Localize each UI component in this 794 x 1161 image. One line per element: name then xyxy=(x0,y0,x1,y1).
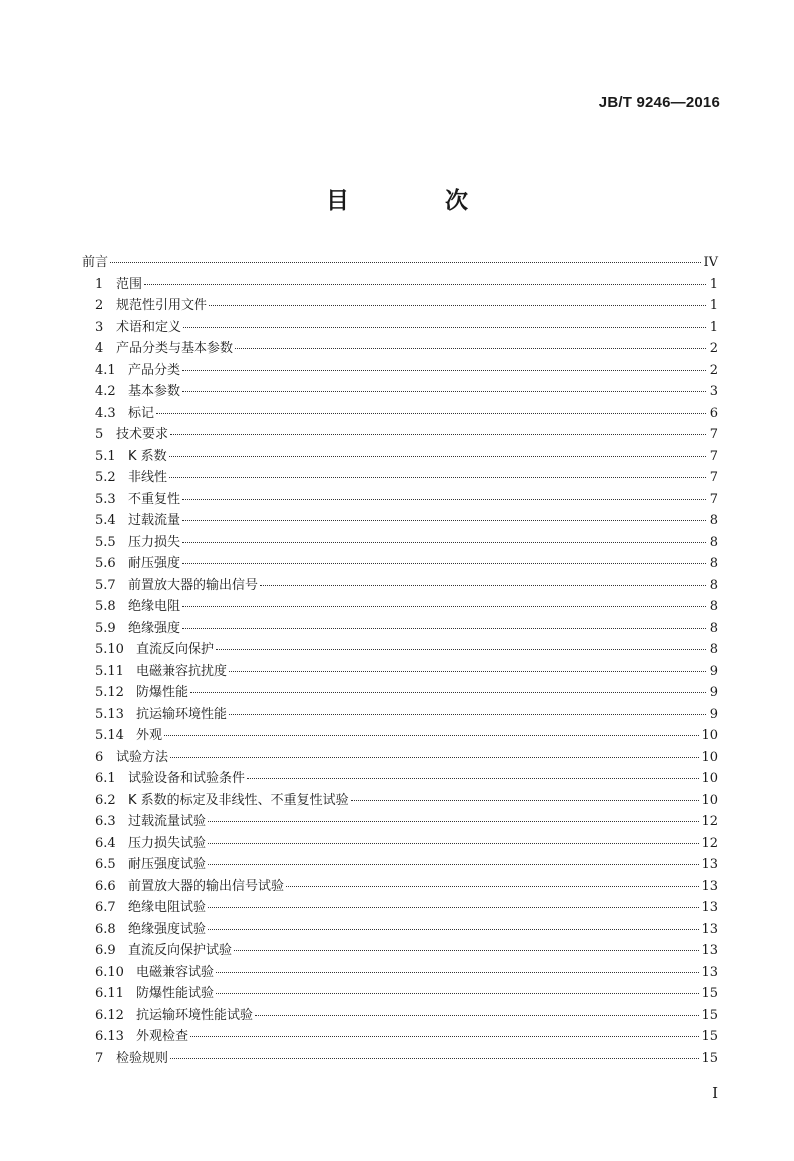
toc-entry[interactable] xyxy=(82,532,718,554)
toc-dot-leader xyxy=(209,305,706,306)
toc-entry-title: 绝缘强度试验 xyxy=(128,921,207,937)
toc-entry-title: 标记 xyxy=(128,405,155,421)
toc-entry-number: 5.13 xyxy=(95,706,124,722)
toc-entry-page: 10 xyxy=(701,792,718,808)
toc-dot-leader xyxy=(182,370,706,371)
toc-dot-leader xyxy=(234,950,699,951)
toc-dot-leader xyxy=(182,391,706,392)
toc-entry[interactable] xyxy=(82,274,718,296)
toc-entry-number: 3 xyxy=(95,319,104,335)
toc-entry[interactable] xyxy=(82,1048,718,1070)
toc-entry-title: 过载流量 xyxy=(128,513,181,528)
toc-entry-number: 7 xyxy=(95,1050,104,1066)
toc-entry-page: 1 xyxy=(709,319,718,335)
toc-entry-number: 6.3 xyxy=(95,814,116,829)
toc-entry-number: 5.1 xyxy=(95,448,116,464)
toc-entry-title: 前置放大器的输出信号试验 xyxy=(128,878,285,894)
toc-dot-leader xyxy=(182,520,706,521)
toc-entry-page: 8 xyxy=(709,599,718,614)
toc-entry[interactable] xyxy=(82,704,718,726)
toc-entry-title: 绝缘电阻 xyxy=(128,599,181,614)
toc-dot-leader xyxy=(286,886,699,887)
toc-dot-leader xyxy=(208,843,699,844)
toc-entry[interactable] xyxy=(82,919,718,941)
toc-entry[interactable] xyxy=(82,446,718,468)
toc-entry-title: 绝缘强度 xyxy=(128,620,181,636)
toc-entry-number: 6.2 xyxy=(95,792,116,808)
toc-entry-number: 5.8 xyxy=(95,599,116,614)
toc-entry-number: 5.12 xyxy=(95,685,124,700)
document-code: JB/T 9246—2016 xyxy=(598,94,720,111)
toc-entry-title: 直流反向保护 xyxy=(136,642,215,657)
toc-entry-page: 7 xyxy=(709,448,718,464)
toc-entry-title: 试验设备和试验条件 xyxy=(128,771,246,786)
toc-entry-page: 13 xyxy=(701,878,718,894)
toc-entry-title: 试验方法 xyxy=(116,749,169,765)
toc-entry-title: 前言 xyxy=(82,255,109,270)
toc-entry-title: 产品分类 xyxy=(128,362,181,378)
toc-entry-page: 12 xyxy=(701,835,718,851)
toc-entry-number: 5.4 xyxy=(95,513,116,528)
toc-dot-leader xyxy=(216,972,699,973)
toc-entry-page: 9 xyxy=(709,663,718,679)
toc-entry-number: 6.6 xyxy=(95,878,116,894)
toc-entry-page: 3 xyxy=(709,384,718,399)
toc-entry-title: 绝缘电阻试验 xyxy=(128,900,207,915)
toc-entry-page: 12 xyxy=(701,814,718,829)
toc-entry[interactable] xyxy=(82,553,718,575)
toc-entry[interactable] xyxy=(82,639,718,661)
toc-entry[interactable] xyxy=(82,811,718,833)
toc-entry-title: 电磁兼容抗扰度 xyxy=(136,663,228,679)
toc-entry[interactable] xyxy=(82,1005,718,1027)
toc-entry-title: 规范性引用文件 xyxy=(116,298,208,313)
toc-dot-leader xyxy=(208,864,699,865)
toc-entry-page: 2 xyxy=(709,362,718,378)
toc-dot-leader xyxy=(351,800,700,801)
toc-entry-page: 15 xyxy=(701,1007,718,1023)
toc-entry[interactable] xyxy=(82,876,718,898)
toc-entry-title: 过载流量试验 xyxy=(128,814,207,829)
toc-entry-number: 6.12 xyxy=(95,1007,124,1023)
toc-entry-page: 10 xyxy=(701,771,718,786)
toc-entry-page: 8 xyxy=(709,534,718,550)
toc-dot-leader xyxy=(190,692,706,693)
toc-entry-title: 不重复性 xyxy=(128,491,181,507)
toc-entry-page: 1 xyxy=(709,298,718,313)
toc-entry-page: 1 xyxy=(709,276,718,292)
toc-dot-leader xyxy=(190,1036,699,1037)
toc-entry[interactable] xyxy=(82,381,718,403)
toc-entry-number: 1 xyxy=(95,276,104,292)
toc-entry[interactable] xyxy=(82,940,718,962)
toc-entry-number: 4.3 xyxy=(95,405,116,421)
toc-entry-number: 4.1 xyxy=(95,362,116,378)
toc-entry-number: 6.7 xyxy=(95,900,116,915)
toc-entry-page: 7 xyxy=(709,427,718,442)
toc-entry-page: 13 xyxy=(701,921,718,937)
toc-entry-title: 检验规则 xyxy=(116,1050,169,1066)
toc-entry[interactable] xyxy=(82,661,718,683)
toc-dot-leader xyxy=(208,821,699,822)
toc-entry-title: 压力损失试验 xyxy=(128,835,207,851)
toc-entry-number: 4 xyxy=(95,341,104,356)
toc-entry-page: 8 xyxy=(709,577,718,593)
toc-entry-title: 技术要求 xyxy=(116,427,169,442)
toc-entry-title: 耐压强度 xyxy=(128,556,181,571)
toc-entry-page: 9 xyxy=(709,706,718,722)
toc-entry[interactable] xyxy=(82,295,718,317)
toc-entry-title: 外观检查 xyxy=(136,1029,189,1044)
toc-entry-number: 6.10 xyxy=(95,964,124,980)
toc-entry[interactable] xyxy=(82,962,718,984)
toc-entry[interactable] xyxy=(82,682,718,704)
toc-entry-title: 防爆性能试验 xyxy=(136,986,215,1001)
toc-entry-number: 5 xyxy=(95,427,104,442)
toc-entry-number: 5.10 xyxy=(95,642,124,657)
toc-dot-leader xyxy=(182,628,706,629)
toc-entry-page: IV xyxy=(703,255,718,270)
toc-dot-leader xyxy=(182,499,706,500)
toc-entry-page: 15 xyxy=(701,1050,718,1066)
toc-entry[interactable] xyxy=(82,897,718,919)
toc-entry-title: 电磁兼容试验 xyxy=(136,964,215,980)
toc-dot-leader xyxy=(229,714,706,715)
toc-entry-page: 10 xyxy=(701,749,718,765)
toc-entry-page: 8 xyxy=(709,513,718,528)
toc-entry-number: 6.4 xyxy=(95,835,116,851)
toc-entry[interactable] xyxy=(82,403,718,425)
toc-entry-title: 前置放大器的输出信号 xyxy=(128,577,259,593)
toc-entry-number: 5.3 xyxy=(95,491,116,507)
toc-entry-page: 13 xyxy=(701,943,718,958)
toc-dot-leader xyxy=(182,606,706,607)
toc-entry-number: 6.11 xyxy=(95,986,124,1001)
toc-entry-page: 7 xyxy=(709,491,718,507)
toc-dot-leader xyxy=(164,735,699,736)
toc-dot-leader xyxy=(170,757,699,758)
toc-entry-number: 5.9 xyxy=(95,620,116,636)
toc-entry-page: 9 xyxy=(709,685,718,700)
toc-entry-number: 5.5 xyxy=(95,534,116,550)
toc-entry[interactable] xyxy=(82,575,718,597)
toc-entry-title: 非线性 xyxy=(128,470,168,485)
toc-dot-leader xyxy=(182,563,706,564)
toc-entry[interactable] xyxy=(82,338,718,360)
toc-entry-page: 8 xyxy=(709,620,718,636)
toc-dot-leader xyxy=(110,262,701,263)
toc-entry-title: 范围 xyxy=(116,276,143,292)
toc-dot-leader xyxy=(247,778,699,779)
toc-dot-leader xyxy=(170,434,706,435)
toc-entry[interactable] xyxy=(82,596,718,618)
toc-entry-title: 耐压强度试验 xyxy=(128,857,207,872)
toc-entry[interactable] xyxy=(82,983,718,1005)
toc-dot-leader xyxy=(183,327,706,328)
toc-entry-number: 6.9 xyxy=(95,943,116,958)
toc-entry-title: 产品分类与基本参数 xyxy=(116,341,234,356)
toc-entry-page: 2 xyxy=(709,341,718,356)
toc-entry-number: 5.11 xyxy=(95,663,124,679)
page-title: 目 次 xyxy=(325,188,512,214)
toc-entry-number: 2 xyxy=(95,298,104,313)
toc-entry[interactable] xyxy=(82,252,718,274)
toc-entry-title: 直流反向保护试验 xyxy=(128,943,233,958)
toc-entry[interactable] xyxy=(82,424,718,446)
toc-entry[interactable] xyxy=(82,467,718,489)
toc-entry[interactable] xyxy=(82,618,718,640)
toc-entry-page: 8 xyxy=(709,556,718,571)
toc-entry-title: 外观 xyxy=(136,728,163,743)
toc-entry-number: 5.14 xyxy=(95,728,124,743)
toc-entry[interactable] xyxy=(82,833,718,855)
toc-dot-leader xyxy=(182,542,706,543)
toc-entry-number: 6.5 xyxy=(95,857,116,872)
toc-entry[interactable] xyxy=(82,747,718,769)
toc-entry[interactable] xyxy=(82,489,718,511)
toc-dot-leader xyxy=(144,284,706,285)
toc-entry-page: 10 xyxy=(701,728,718,743)
toc-dot-leader xyxy=(229,671,706,672)
page-number: I xyxy=(712,1084,718,1102)
table-of-contents xyxy=(82,252,718,1069)
toc-entry-page: 8 xyxy=(709,642,718,657)
toc-entry-title: 基本参数 xyxy=(128,384,181,399)
toc-entry-title: 防爆性能 xyxy=(136,685,189,700)
toc-entry-number: 6.13 xyxy=(95,1029,124,1044)
toc-dot-leader xyxy=(216,993,699,994)
toc-entry-page: 6 xyxy=(709,405,718,421)
toc-dot-leader xyxy=(169,456,706,457)
toc-dot-leader xyxy=(235,348,706,349)
toc-dot-leader xyxy=(208,907,699,908)
toc-dot-leader xyxy=(260,585,706,586)
toc-entry-number: 6.1 xyxy=(95,771,116,786)
toc-entry-title: K 系数 xyxy=(128,448,167,464)
toc-entry-title: 抗运输环境性能试验 xyxy=(136,1007,254,1023)
toc-dot-leader xyxy=(208,929,699,930)
toc-entry-number: 6.8 xyxy=(95,921,116,937)
toc-entry-number: 5.7 xyxy=(95,577,116,593)
toc-entry[interactable] xyxy=(82,790,718,812)
toc-entry[interactable] xyxy=(82,768,718,790)
toc-entry-page: 13 xyxy=(701,857,718,872)
toc-entry[interactable] xyxy=(82,360,718,382)
toc-dot-leader xyxy=(216,649,706,650)
toc-entry[interactable] xyxy=(82,1026,718,1048)
toc-entry-page: 15 xyxy=(701,986,718,1001)
toc-dot-leader xyxy=(169,477,706,478)
toc-entry[interactable] xyxy=(82,510,718,532)
toc-dot-leader xyxy=(170,1058,699,1059)
toc-dot-leader xyxy=(156,413,706,414)
toc-entry-number: 5.6 xyxy=(95,556,116,571)
toc-entry-page: 15 xyxy=(701,1029,718,1044)
toc-entry-title: K 系数的标定及非线性、不重复性试验 xyxy=(128,792,349,808)
toc-entry-page: 13 xyxy=(701,900,718,915)
toc-entry-number: 5.2 xyxy=(95,470,116,485)
toc-entry-page: 13 xyxy=(701,964,718,980)
toc-dot-leader xyxy=(255,1015,699,1016)
toc-entry[interactable] xyxy=(82,317,718,339)
toc-entry-title: 压力损失 xyxy=(128,534,181,550)
toc-entry-page: 7 xyxy=(709,470,718,485)
toc-entry-number: 4.2 xyxy=(95,384,116,399)
toc-entry[interactable] xyxy=(82,725,718,747)
toc-entry-title: 术语和定义 xyxy=(116,319,182,335)
toc-entry-title: 抗运输环境性能 xyxy=(136,706,228,722)
toc-entry[interactable] xyxy=(82,854,718,876)
toc-entry-number: 6 xyxy=(95,749,104,765)
